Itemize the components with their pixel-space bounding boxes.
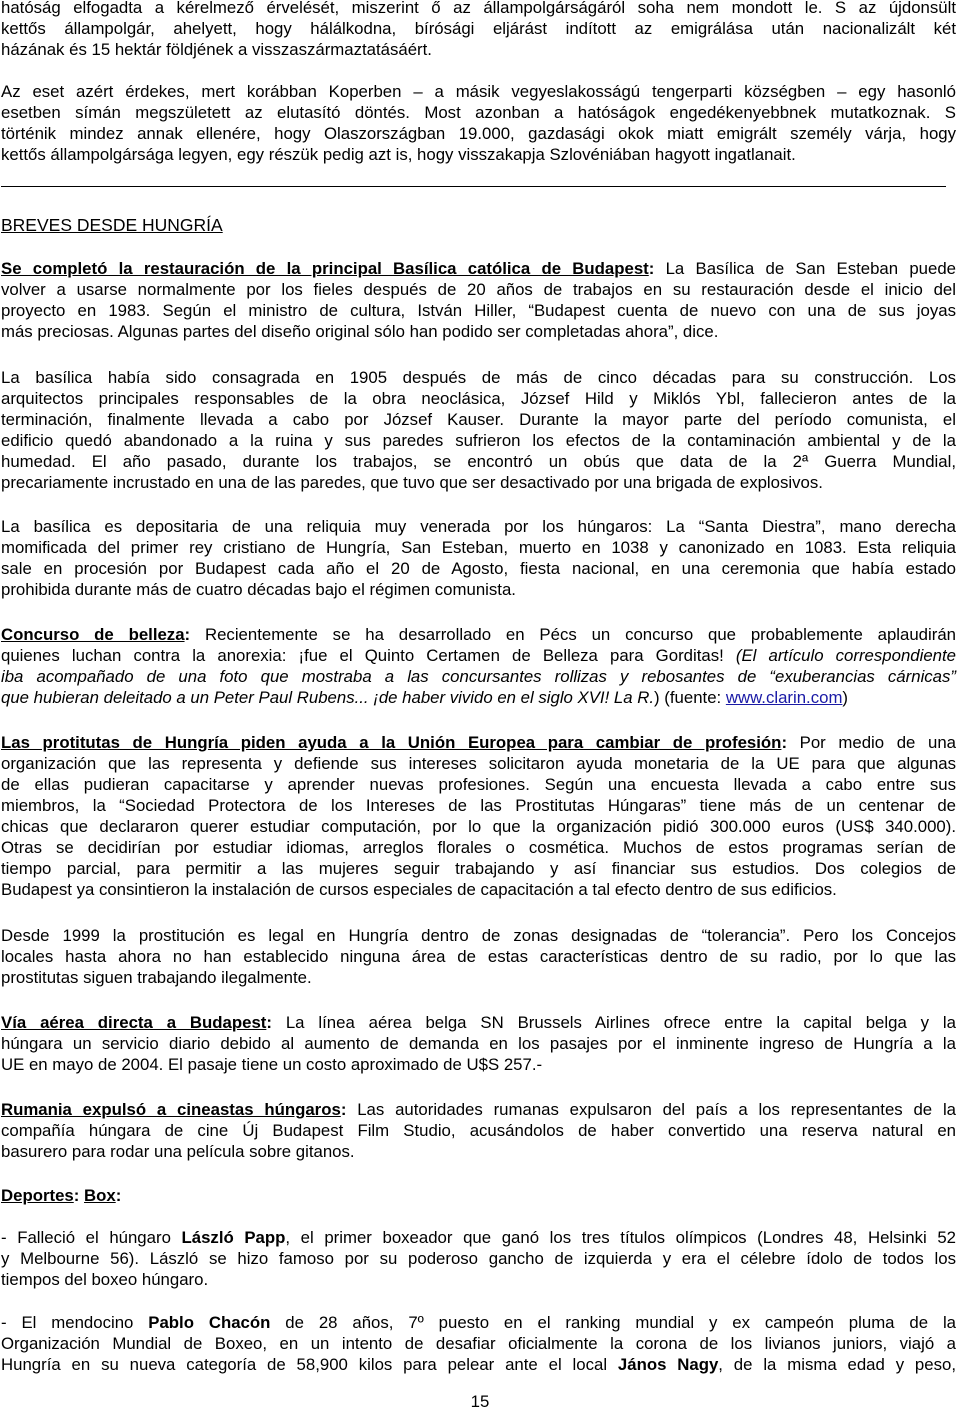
- text-line: de ellas pudieran capacitarse y aprender nuevas profesiones. Según una encuesta llevada a cabo entre sus: [1, 775, 956, 794]
- text-line: Vía aérea directa a Budapest: La línea aérea belga SN Brussels Airlines ofrece entre la capital belga y la: [1, 1013, 956, 1032]
- text-line: Otras se decidirían por estudiar idiomas, arreglos florales o cosmética. Muchos de estos programas serían de: [1, 838, 956, 857]
- text-line: humedad. El año pasado, durante los trabajos, se encontró un obús que data de la 2ª Guerra Mundial,: [1, 452, 956, 471]
- text-line: iba acompañado de una foto que mostraba a las concursantes rollizas y rebosantes de “exuberancias cárnicas”: [1, 667, 956, 686]
- text-line: edificio quedó abandonado a la ruina y sus paredes sufrieron los efectos de la contaminación ambiental y de la: [1, 431, 956, 450]
- air-route-paragraph: [1, 1012, 956, 1075]
- text-line: Desde 1999 la prostitución es legal en Hungría dentro de zonas designadas de “tolerancia”. Pero los Concejos: [1, 926, 956, 945]
- text-line: Hungría en su nueva categoría de 58,900 kilos para pelear ante el local János Nagy, de la misma edad y peso,: [1, 1355, 956, 1374]
- text-line: basurero para rodar una película sobre gitanos.: [1, 1142, 355, 1161]
- text-line: proyecto en 1983. Según el ministro de cultura, István Hiller, “Budapest cuenta de nuevo con una de sus joyas: [1, 301, 956, 320]
- text-line: volver a usarse normalmente por los fieles después de 20 años de trabajos en su restauración desde el inicio del: [1, 280, 956, 299]
- text-line: esetben símán megszületett az elutasító döntés. Most azonban a hatóságok engedékenyebbnek mutatkoznak. S: [1, 103, 956, 122]
- text-line: hatóság elfogadta a kérelmező érvelését, miszerint ő az állampolgárságáról soha nem mondott le. S az újdonsült: [1, 0, 956, 17]
- clarin-link[interactable]: www.clarin.com: [725, 688, 843, 707]
- sports-heading: [1, 1185, 956, 1206]
- air-route-title: Vía aérea directa a Budapest: [1, 1013, 267, 1032]
- text-line: - Falleció el húngaro László Papp, el primer boxeador que ganó los tres títulos olímpicos (Londres 48, Helsinki 52: [1, 1228, 956, 1247]
- papp-paragraph: [1, 1227, 956, 1290]
- text-line: más preciosas. Algunas partes del diseño original sólo han podido ser completadas ahora”, dice.: [1, 322, 719, 341]
- text-line: y Melbourne 56). László se hizo famoso por su poderoso gancho de izquierda y era el célebre ídolo de todos los: [1, 1249, 956, 1268]
- text-line: prohibida durante más de cuatro décadas bajo el régimen comunista.: [1, 580, 516, 599]
- text-line: tiempos del boxeo húngaro.: [1, 1270, 209, 1289]
- text-line: Se completó la restauración de la principal Basílica católica de Budapest: La Basílica de San Esteban puede: [1, 259, 957, 278]
- text-line: precariamente incrustado en una de las paredes, que tuvo que ser desactivado por una brigada de explosivos.: [1, 473, 823, 492]
- prostitutes-title: Las protitutas de Hungría piden ayuda a la Unión Europea para cambiar de profesión: [1, 733, 782, 752]
- chacon-paragraph: [1, 1312, 956, 1375]
- hungarian-paragraph-2: [1, 81, 956, 165]
- text-line: kettős állampolgár, ahelyett, hogy hálálkodna, bírósági eljárást indított az emigrálása után nacionalizált két: [1, 19, 956, 38]
- text-line: La basílica es depositaria de una reliquia muy venerada por los húngaros: La “Santa Diestra”, mano derecha: [1, 517, 956, 536]
- text-line: momificada del primer rey cristiano de Hungría, San Esteban, muerto en 1038 y canonizado en 1083. Esta reliquia: [1, 538, 956, 557]
- section-heading: BREVES DESDE HUNGRÍA: [1, 215, 223, 235]
- text-line: terminación, finalmente llevada a cabo por József Kauser. Durante la mayor parte del período comunista, el: [1, 410, 956, 429]
- text-line: - El mendocino Pablo Chacón de 28 años, 7º puesto en el ranking mundial y ex campeón pluma de la: [1, 1313, 957, 1332]
- text-line: que hubieran deleitado a un Peter Paul Rubens... ¡de haber vivido en el siglo XVI! La R.) (fuente: www.clarin.com): [1, 688, 849, 707]
- basilica-title: Se completó la restauración de la principal Basílica católica de Budapest: [1, 259, 649, 278]
- text-line: chicas que declararon querer estudiar computación, por lo que la organización pidió 300.000 euros (US$ 340.000).: [1, 817, 956, 836]
- beauty-contest-paragraph: [1, 624, 956, 708]
- beauty-contest-title: Concurso de belleza: [1, 625, 185, 644]
- text-line: húngara un servicio diario debido al aumento de demanda en los pasajes por el inminente ingreso de Hungría a la: [1, 1034, 956, 1053]
- text-line: Budapest ya consintieron la instalación de cursos especiales de capacitación a tal efecto dentro de sus edificios.: [1, 880, 837, 899]
- text-line: Las protitutas de Hungría piden ayuda a la Unión Europea para cambiar de profesión: Por medio de una: [1, 733, 956, 752]
- text-line: organización que las representa y defiende sus intereses solicitaron ayuda monetaria de la UE para que algunas: [1, 754, 956, 773]
- basilica-relic-paragraph: [1, 516, 956, 600]
- romania-paragraph: [1, 1099, 956, 1162]
- text-line: házának és 15 hektár földjének a visszaszármaztatásáért.: [1, 40, 432, 59]
- text-line: történik mindez annak ellenére, hogy Olaszországban 19.000, gazdasági okok miatt emigrált személy várja, hogy: [1, 124, 956, 143]
- text-line: quienes luchan contra la anorexia: ¡fue el Quinto Certamen de Belleza para Gorditas! (El artículo correspondiente: [1, 646, 956, 665]
- text-line: miembros, la “Sociedad Protectora de los Intereses de las Prostitutas Húngaras” tiene más de un centenar de: [1, 796, 956, 815]
- text-line: compañía húngara de cine Új Budapest Film Studio, acusándolos de haber convertido una reserva natural en: [1, 1121, 956, 1140]
- basilica-paragraph: [1, 258, 956, 342]
- text-line: tiempo parcial, para permitir a las mujeres seguir trabajando y así financiar sus estudios. Dos colegios de: [1, 859, 956, 878]
- text-line: Concurso de belleza: Recientemente se ha desarrollado en Pécs un concurso que probablemente aplaudirán: [1, 625, 956, 644]
- hungarian-paragraph-1: [1, 0, 956, 60]
- prostitutes-paragraph: [1, 732, 956, 900]
- basilica-history-paragraph: [1, 367, 956, 493]
- prostitution-law-paragraph: [1, 925, 956, 988]
- text-line: Az eset azért érdekes, mert korábban Koperben – a másik vegyeslakosságú tengerparti községben – egy hasonló: [1, 82, 956, 101]
- text-line: sale en procesión por Budapest cada año el 20 de Agosto, fiesta nacional, en una ceremonia que había estado: [1, 559, 956, 578]
- text-line: kettős állampolgársága legyen, egy részük pedig azt is, hogy visszakapja Szlovéniában hagyott ingatlanait.: [1, 145, 796, 164]
- section-divider: [1, 186, 946, 187]
- text-line: prostitutas siguen trabajando ilegalmente.: [1, 968, 312, 987]
- text-line: La basílica había sido consagrada en 1905 después de más de cinco décadas para su construcción. Los: [1, 368, 956, 387]
- page-number: 15: [470, 1392, 490, 1411]
- romania-title: Rumania expulsó a cineastas húngaros: [1, 1100, 341, 1119]
- text-line: Rumania expulsó a cineastas húngaros: Las autoridades rumanas expulsaron del país a los representantes de la: [1, 1100, 957, 1119]
- text-line: Deportes: Box:: [1, 1186, 122, 1205]
- text-line: locales hasta ahora no han establecido ninguna área de estas características dentro de su radio, por lo que las: [1, 947, 956, 966]
- text-line: arquitectos principales responsables de la obra neoclásica, József Hild y Miklós Ybl, fallecieron antes de la: [1, 389, 956, 408]
- text-line: UE en mayo de 2004. El pasaje tiene un costo aproximado de U$S 257.-: [1, 1055, 543, 1074]
- text-line: Organización Mundial de Boxeo, en un intento de desafiar oficialmente la corona de los livianos juniors, viajó a: [1, 1334, 956, 1353]
